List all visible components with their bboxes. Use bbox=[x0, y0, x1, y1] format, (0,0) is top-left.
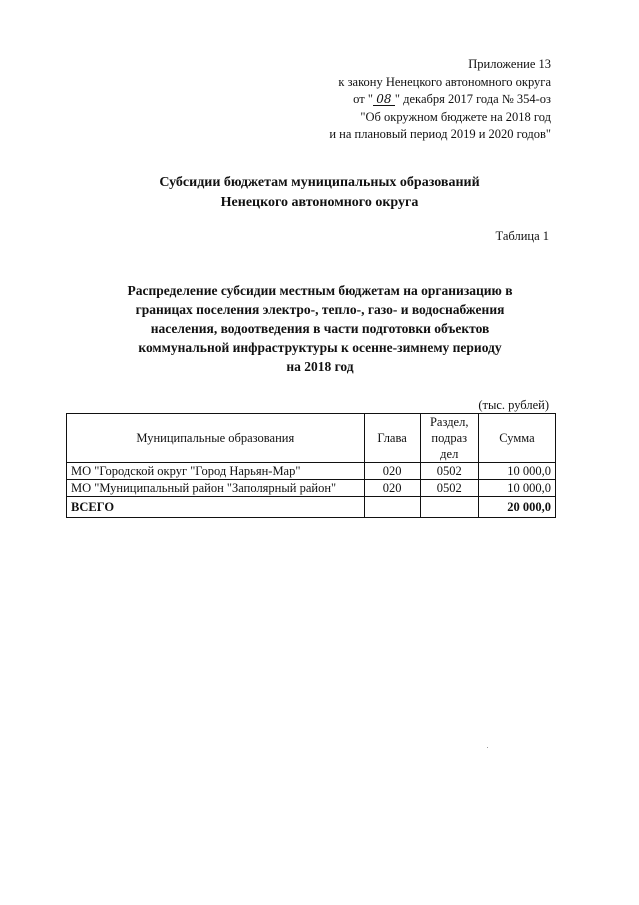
subsidy-table bbox=[66, 413, 556, 518]
row-sum: 10 000,0 bbox=[478, 463, 555, 480]
unit-label: (тыс. рублей) bbox=[478, 398, 549, 412]
table-title bbox=[70, 281, 570, 376]
row-municipality: МО "Городской округ "Город Нарьян-Мар" bbox=[67, 463, 365, 480]
appendix-header bbox=[329, 56, 551, 144]
row-chapter: 020 bbox=[364, 463, 420, 480]
title-line1: Субсидии бюджетам муниципальных образований bbox=[159, 175, 480, 190]
header-sum: Сумма bbox=[478, 414, 555, 463]
appendix-date-line bbox=[329, 91, 551, 109]
title-line2: Ненецкого автономного округа bbox=[220, 195, 419, 210]
table-row bbox=[67, 480, 556, 497]
header-chapter: Глава bbox=[364, 414, 420, 463]
document-title bbox=[0, 173, 639, 213]
handwritten-day: 08 bbox=[373, 93, 395, 106]
table-header-row bbox=[67, 414, 556, 463]
table-number: Таблица 1 bbox=[495, 229, 549, 243]
table-title-line2: границах поселения электро-, тепло-, газо- и водоснабжения bbox=[135, 302, 505, 317]
total-section-empty bbox=[420, 497, 478, 518]
table-row bbox=[67, 463, 556, 480]
row-section: 0502 bbox=[420, 480, 478, 497]
table-title-line4: коммунальной инфраструктуры к осенне-зимнему периоду bbox=[138, 340, 502, 355]
law-title-line1: "Об окружном бюджете на 2018 год bbox=[360, 109, 551, 124]
header-section-line1: Раздел, bbox=[429, 415, 469, 429]
total-row bbox=[67, 497, 556, 518]
scan-speck bbox=[487, 747, 488, 748]
appendix-number: Приложение 13 bbox=[468, 57, 551, 71]
row-chapter: 020 bbox=[364, 480, 420, 497]
row-section: 0502 bbox=[420, 463, 478, 480]
law-title-line2: и на плановый период 2019 и 2020 годов" bbox=[329, 127, 551, 141]
row-sum: 10 000,0 bbox=[478, 480, 555, 497]
row-municipality: МО "Муниципальный район "Заполярный район" bbox=[67, 480, 365, 497]
header-section-line3: дел bbox=[440, 447, 459, 461]
header-municipality: Муниципальные образования bbox=[67, 414, 365, 463]
appendix-law-ref: к закону Ненецкого автономного округа bbox=[338, 74, 551, 89]
total-sum: 20 000,0 bbox=[478, 497, 555, 518]
table-title-line1: Распределение субсидии местным бюджетам на организацию в bbox=[127, 283, 513, 298]
table-title-line5: на 2018 год bbox=[286, 359, 354, 374]
date-suffix: " декабря 2017 года № 354-оз bbox=[394, 92, 551, 106]
total-chapter-empty bbox=[364, 497, 420, 518]
total-label: ВСЕГО bbox=[67, 497, 365, 518]
table-title-line3: населения, водоотведения в части подготовки объектов bbox=[150, 321, 490, 336]
date-prefix: от " bbox=[353, 92, 373, 106]
header-section-line2: подраз bbox=[431, 431, 468, 445]
header-section bbox=[420, 414, 478, 463]
